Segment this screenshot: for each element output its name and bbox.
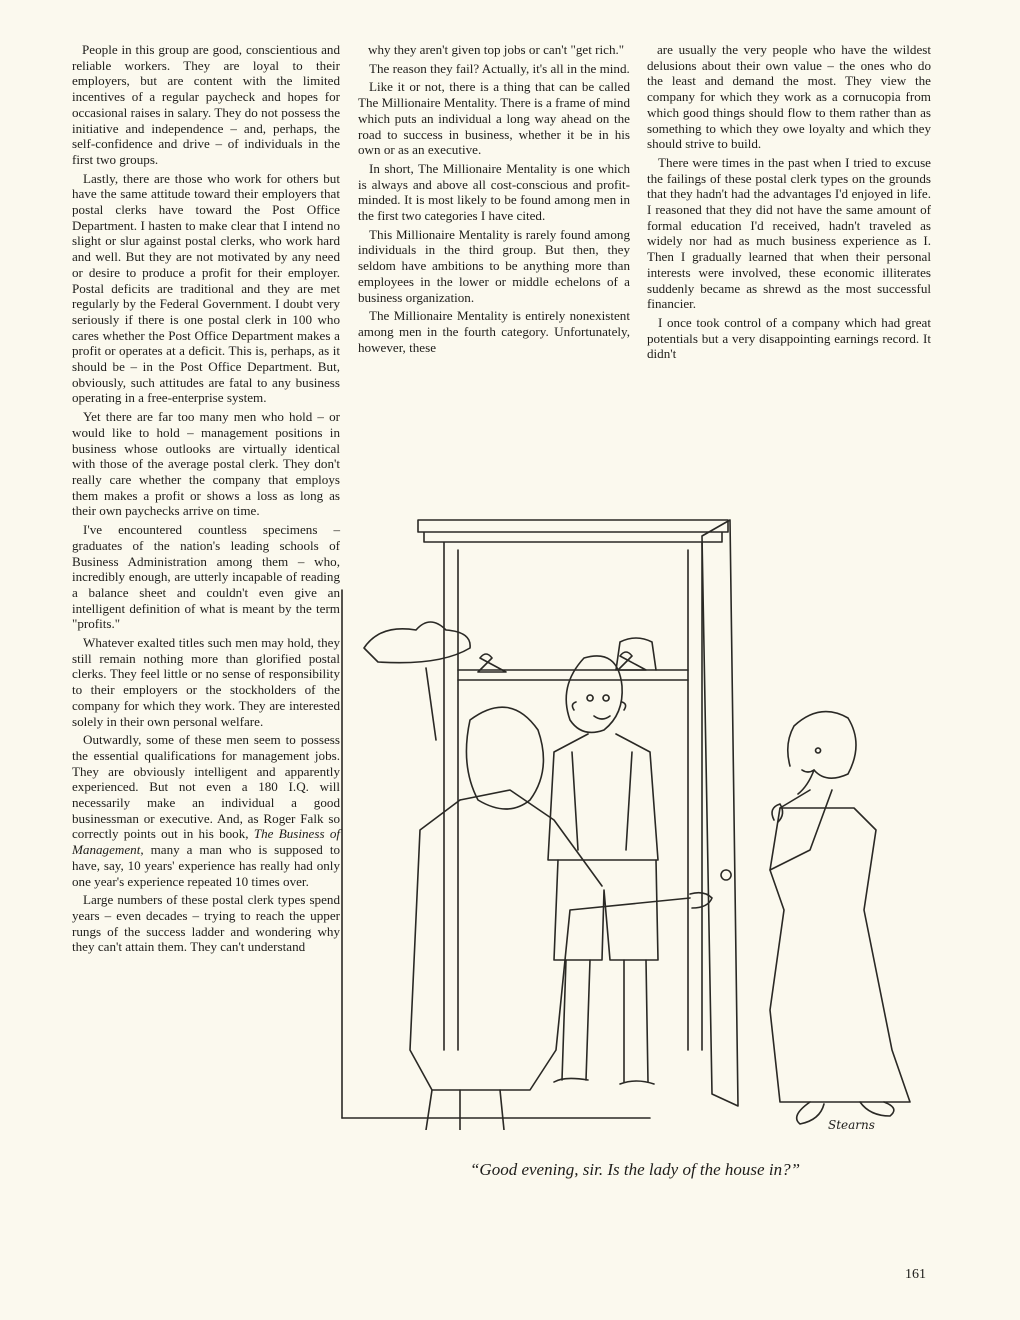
man-in-closet bbox=[548, 656, 658, 1084]
paragraph: I once took control of a company which had great potentials but a very disappointing earnings record. It didn't bbox=[647, 314, 931, 362]
raised-hat-icon bbox=[364, 622, 470, 663]
paragraph: Whatever exalted titles such men may hold, they still remain nothing more than glorified postal clerks. They feel little or no sense of responsibility to their employers or the stockholders of the company for which they work. They are interested solely in their own personal welfare. bbox=[72, 635, 340, 729]
visitor-man bbox=[364, 622, 712, 1130]
door-knob-icon bbox=[721, 870, 731, 880]
paragraph: In short, The Millionaire Mentality is one which is always and above all cost-conscious and profit-minded. It is most likely to be found among men in the first two categories I have cited. bbox=[358, 160, 630, 224]
book-title: The Business of Management, bbox=[72, 826, 341, 858]
paragraph: Like it or not, there is a thing that can be called The Millionaire Mentality. There is a frame of mind which puts an individual a long way ahead on the road to success in business, whether it be in his own or as an executive. bbox=[358, 79, 630, 158]
artist-signature: Stearns bbox=[828, 1118, 875, 1132]
cartoon-caption: “Good evening, sir. Is the lady of the house in?” bbox=[469, 1160, 801, 1179]
paragraph-text: many a man who is supposed to have, say, 10 years' experience has really had only one year's experience repeated 10 times over. bbox=[72, 842, 340, 889]
article-column-3 bbox=[647, 42, 931, 365]
paragraph: Large numbers of these postal clerk types spend years – even decades – trying to reach the upper rungs of the success ladder and wondering why they can't attain them. They can't understand bbox=[72, 892, 340, 955]
paragraph: This Millionaire Mentality is rarely found among individuals in the third group. But then, they seldom have ambitions to be anything more than employees in the lower or middle echelons of a business organization. bbox=[358, 226, 630, 305]
paragraph: People in this group are good, conscientious and reliable workers. They are loyal to their employers, but are content with the limited incentives of a regular paycheck and hopes for occasional raises in salary. They do not possess the initiative and independence – and, perhaps, the self-confidence and drive – of individuals in the first two groups. bbox=[72, 42, 340, 167]
page-number: 161 bbox=[905, 1267, 926, 1282]
paragraph: The Millionaire Mentality is entirely nonexistent among men in the fourth category. Unfortunately, however, these bbox=[358, 308, 630, 355]
paragraph: I've encountered countless specimens – graduates of the nation's leading schools of Business Administration among them – who, incredibly enough, are utterly incapable of reading a balance sheet and couldn't even give an intelligent definition of what is meant by the term "profits." bbox=[72, 522, 340, 632]
paragraph: why they aren't given top jobs or can't "get rich." bbox=[368, 42, 625, 57]
paragraph-text: Outwardly, some of these men seem to possess the essential qualifications for management jobs. They are obviously intelligent and apparently experienced. But not even a 180 I.Q. will necessarily make an individual a good businessman or executive. And, as Roger Falk so correctly points out in his book, bbox=[72, 732, 340, 842]
paragraph: are usually the very people who have the wildest delusions about their own value – the ones who do the least and demand the most. They view the company for which they work as a cornucopia from which good things should flow to them rather than as something to which they owe loyalty and which they should strive to build. bbox=[647, 42, 931, 152]
paragraph: The reason they fail? Actually, it's all in the mind. bbox=[369, 60, 630, 76]
closet-frame bbox=[418, 520, 728, 1050]
closet-door bbox=[702, 520, 738, 1106]
paragraph: There were times in the past when I tried to excuse the failings of these postal clerk types on the grounds that they hadn't had the advantages I'd enjoyed in life. I reasoned that they did not have the same amount of formal education I'd received, hadn't traveled as widely nor had as much business experience as I. Then I gradually learned that when their personal interests were involved, these economic illiterates suddenly became as shrewd as the most successful financier. bbox=[647, 154, 931, 312]
article-column-1 bbox=[72, 42, 340, 958]
article-column-2 bbox=[358, 42, 630, 358]
cartoon-illustration bbox=[340, 490, 940, 1130]
woman-figure bbox=[770, 712, 910, 1124]
paragraph: Lastly, there are those who work for others but have the same attitude toward their employers that postal clerks have toward the Post Office Department. I hasten to make clear that I intend no slight or slur against postal clerks, who work hard and well. But they are not motivated by any need or desire to produce a profit for their employer. Postal deficits are traditional and they are met regularly by the Federal Government. I doubt very seriously if there is one postal clerk in 100 who cares whether the Post Office Department makes a profit or operates at a deficit. This is, perhaps, as it should be – in the Post Office Department. But, obviously, such attitudes are fatal to any business operating in a free-enterprise system. bbox=[72, 170, 340, 406]
paragraph: Yet there are far too many men who hold – or would like to hold – management positions in business whose outlooks are virtually identical with those of the average postal clerk. They don't really care whether the company that employs them makes a profit or shows a loss as long as their own paychecks arrive on time. bbox=[72, 409, 340, 519]
paragraph bbox=[72, 732, 340, 889]
hanger-icon bbox=[478, 652, 646, 672]
